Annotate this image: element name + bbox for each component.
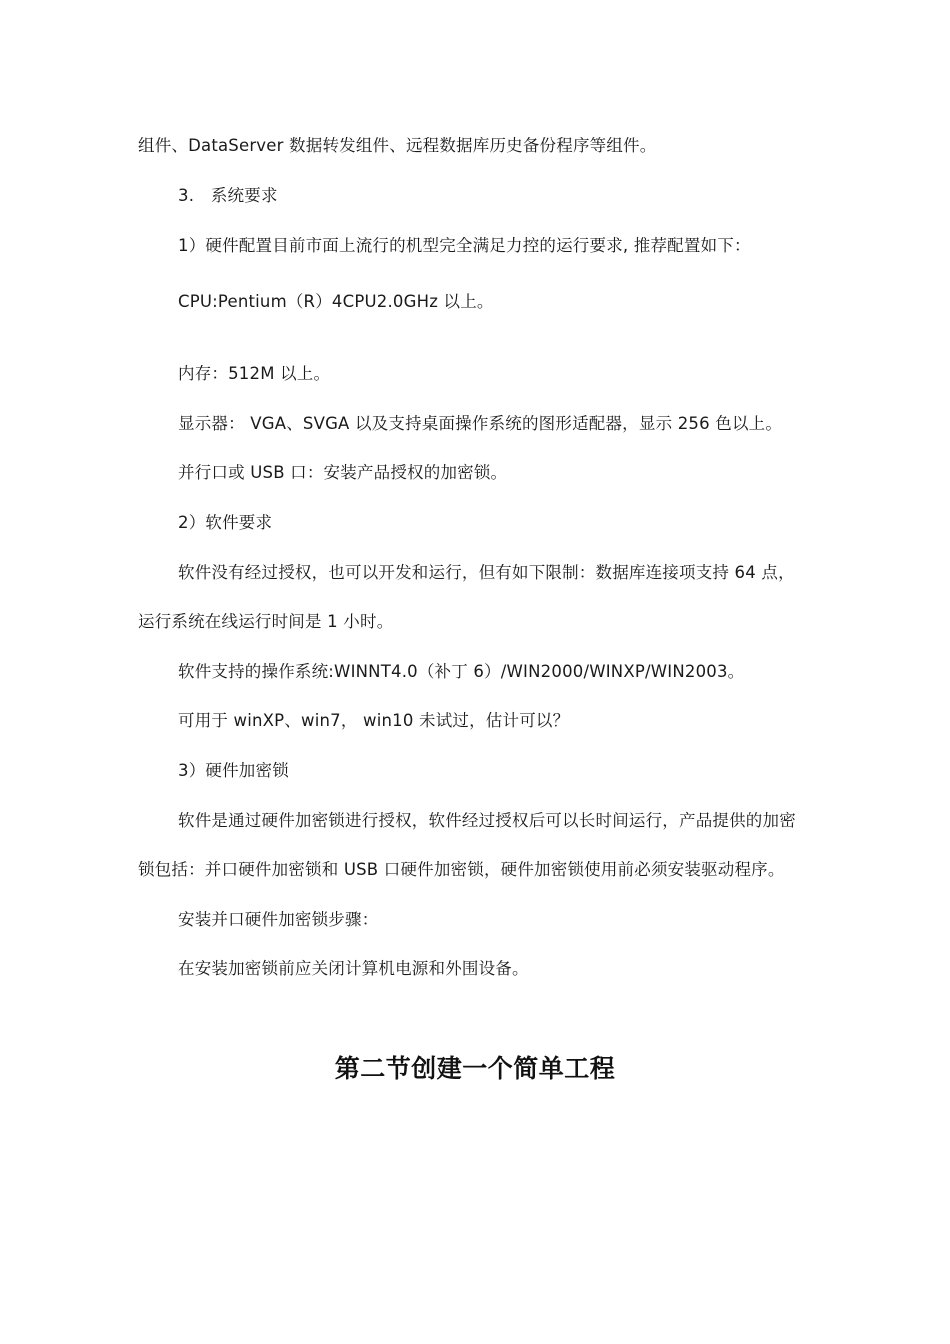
paragraph-line: 在安装加密锁前应关闭计算机电源和外围设备。 <box>178 959 529 978</box>
paragraph-line: 软件是通过硬件加密锁进行授权，软件经过授权后可以长时间运行，产品提供的加密 <box>178 811 796 830</box>
paragraph-line: 运行系统在线运行时间是 1 小时。 <box>138 612 394 631</box>
section-heading: 第二节创建一个简单工程 <box>334 1054 616 1083</box>
paragraph-line: 软件没有经过授权，也可以开发和运行，但有如下限制：数据库连接项支持 64 点， <box>178 563 795 582</box>
paragraph-line-compat: 可用于 winXP、win7， win10 未试过，估计可以？ <box>178 711 570 730</box>
paragraph-line: 锁包括：并口硬件加密锁和 USB 口硬件加密锁，硬件加密锁使用前必须安装驱动程序。 <box>138 860 785 879</box>
paragraph-line: 组件、DataServer 数据转发组件、远程数据库历史备份程序等组件。 <box>138 136 657 155</box>
paragraph-line-port: 并行口或 USB 口：安装产品授权的加密锁。 <box>178 463 508 482</box>
paragraph-line-memory: 内存：512M 以上。 <box>178 364 331 383</box>
list-heading-hardware-lock: 3）硬件加密锁 <box>178 761 289 780</box>
paragraph-line-os: 软件支持的操作系统:WINNT4.0（补丁 6）/WIN2000/WINXP/WIN2003。 <box>178 662 745 681</box>
paragraph-line-display: 显示器： VGA、SVGA 以及支持桌面操作系统的图形适配器，显示 256 色以上。 <box>178 414 783 433</box>
list-heading-software-requirements: 2）软件要求 <box>178 513 273 532</box>
list-heading-system-requirements: 3. 系统要求 <box>178 186 278 205</box>
paragraph-line-cpu: CPU:Pentium（R）4CPU2.0GHz 以上。 <box>178 292 494 311</box>
list-heading-hardware-config: 1）硬件配置目前市面上流行的机型完全满足力控的运行要求, 推荐配置如下： <box>178 236 751 255</box>
paragraph-line-install-steps: 安装并口硬件加密锁步骤： <box>178 910 379 929</box>
